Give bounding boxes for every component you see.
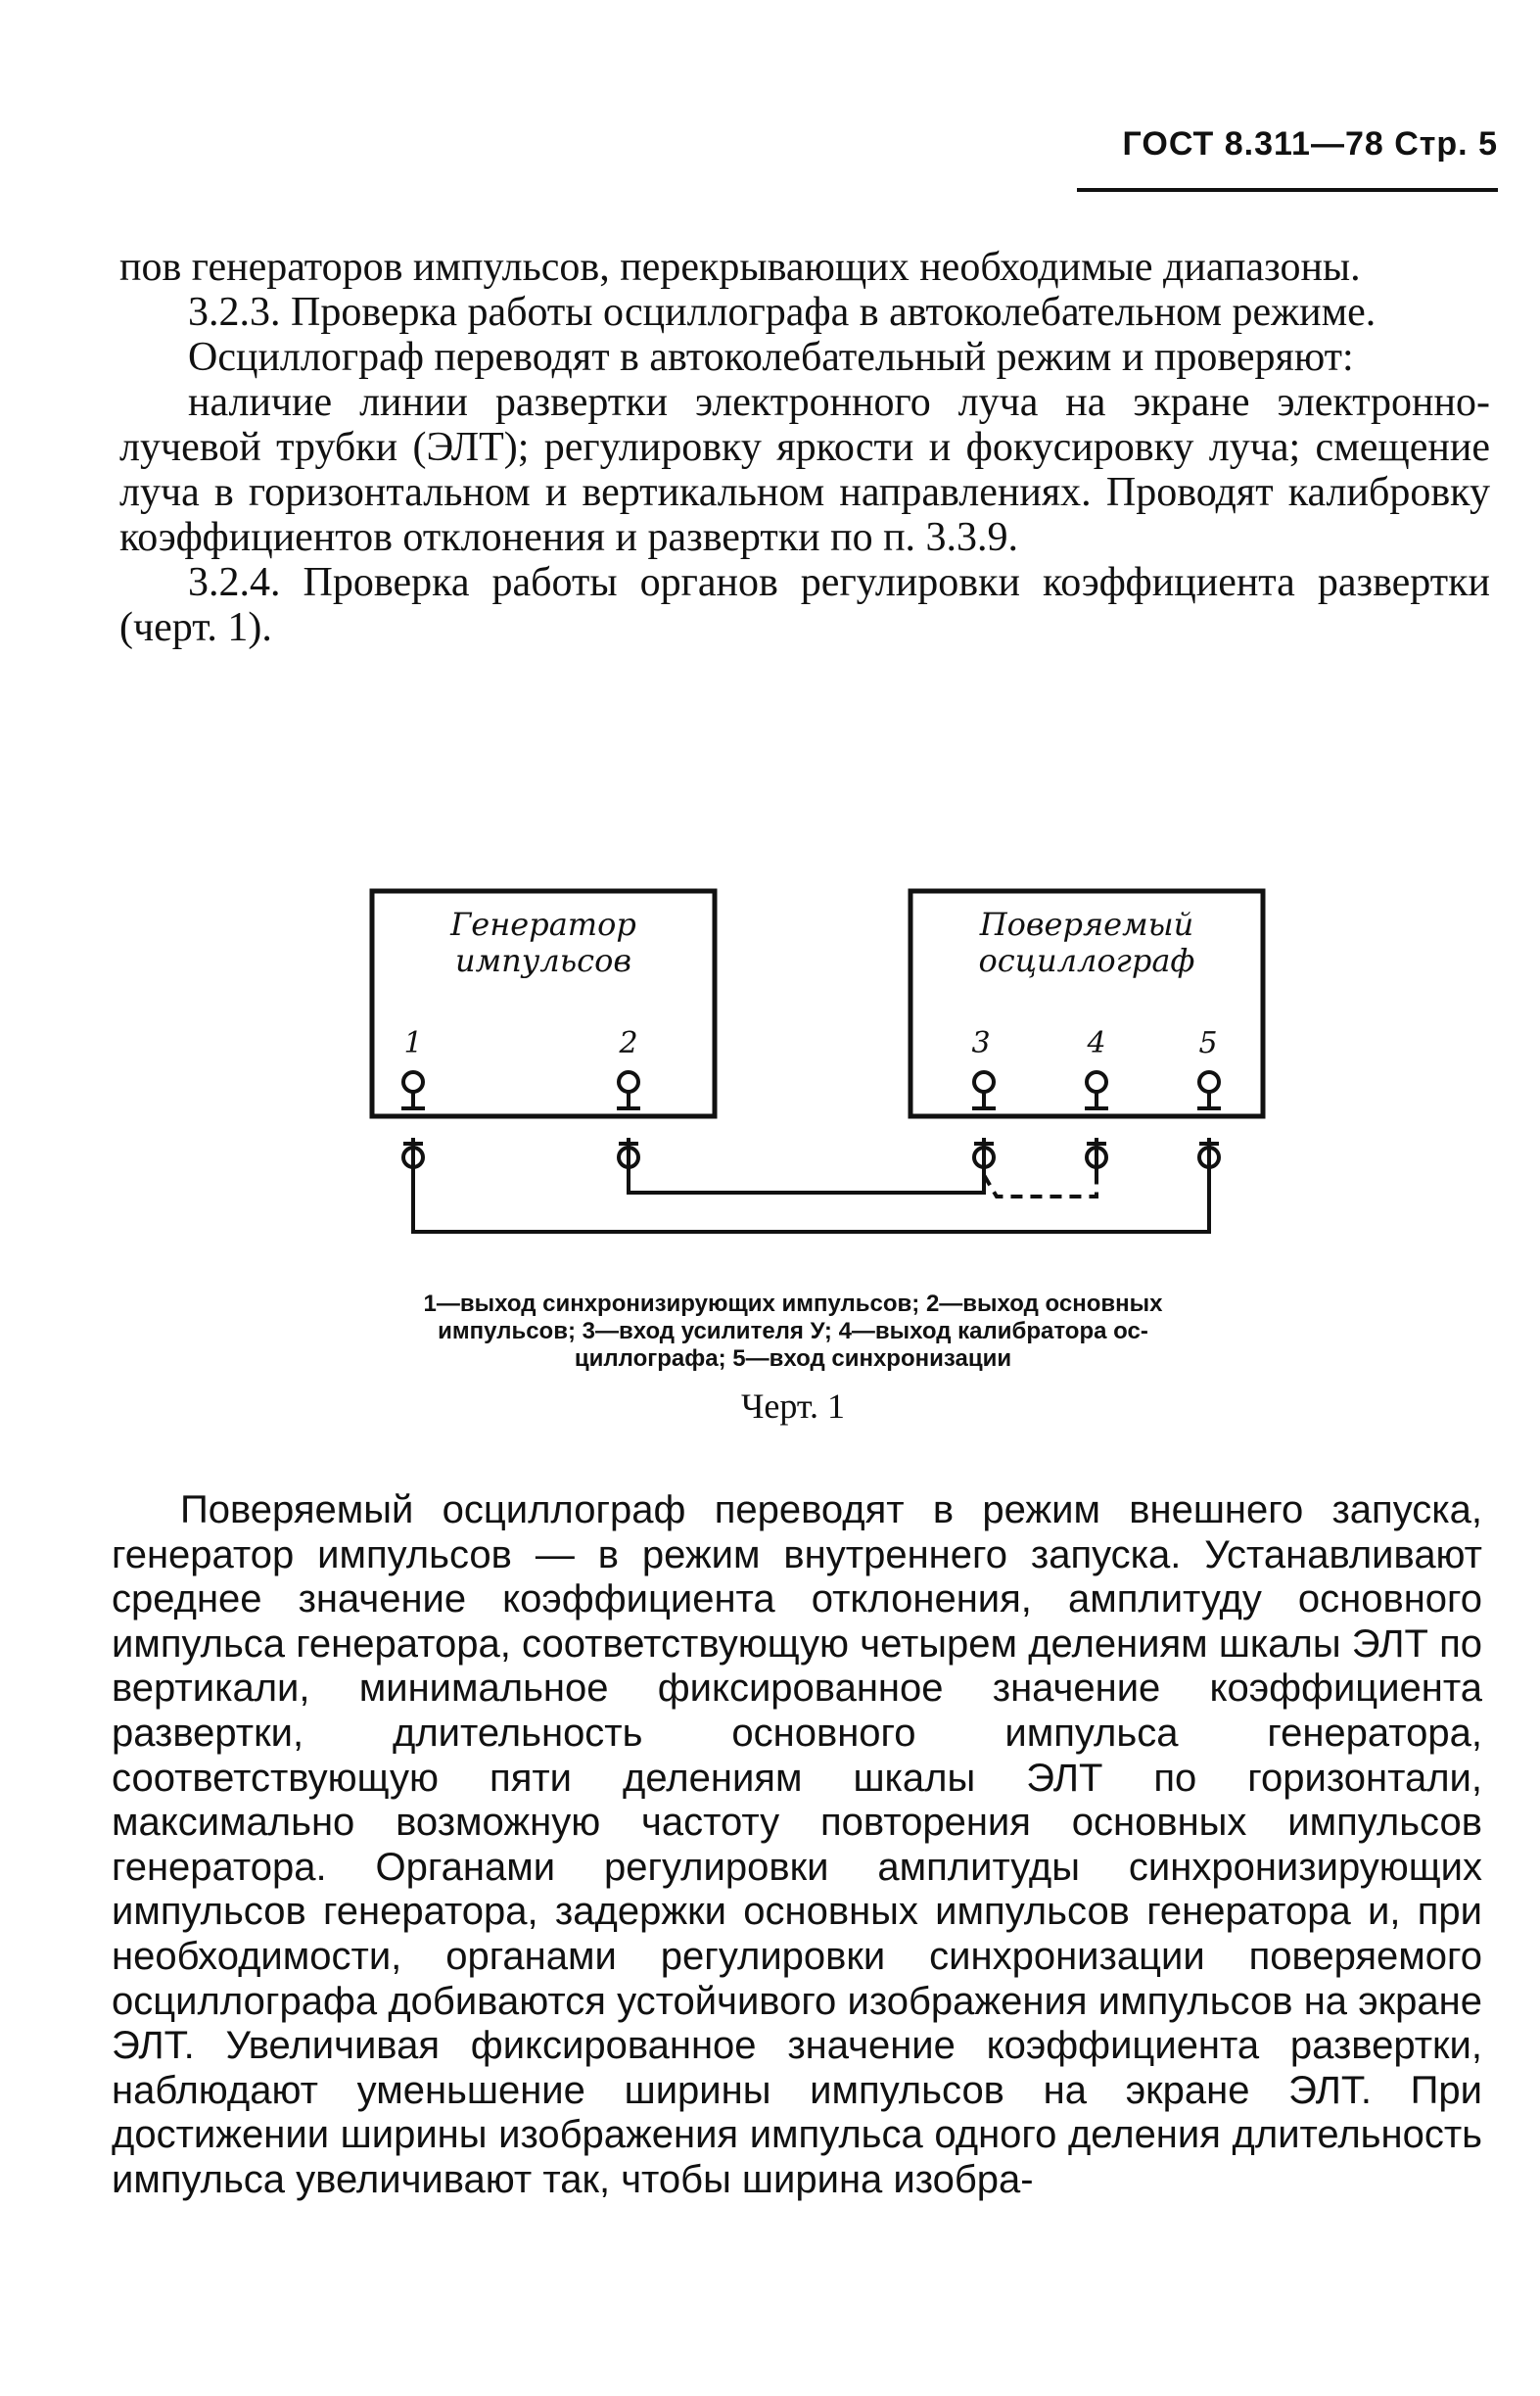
terminal-number-1: 1 xyxy=(403,1026,423,1060)
socket-4 xyxy=(1085,1072,1108,1108)
plug-1 xyxy=(403,1138,423,1175)
bottom-text-section xyxy=(112,1488,1482,2203)
terminal-number-4: 4 xyxy=(1087,1026,1106,1060)
terminal-number-2: 2 xyxy=(619,1026,638,1060)
socket-3 xyxy=(972,1072,996,1108)
plug-3 xyxy=(974,1138,994,1175)
circuit-diagram xyxy=(343,881,1273,1244)
plug-4 xyxy=(1087,1138,1106,1175)
paragraph-procedure: Поверяемый осциллограф переводят в режим внешнего запуска, генератор импульсов — в режим внутреннего запуска. Устанавливают среднее значение коэффициента отклонения, амплитуду основного импульса генератора, соответствующую четырем делениям шкалы ЭЛТ по вертикали, минимальное фиксированное значение коэффициента развертки, длительность основного импульса генератора, соответствующую пяти делениям шкалы ЭЛТ по горизонтали, максимально возможную частоту повторения основных импульсов генератора. Органами регулировки амплитуды синхронизирующих импульсов генератора, задержки основных импульсов генератора и, при необходимости, органами регулировки синхронизации поверяемого осциллографа добиваются устойчивого изображения импульсов на экране ЭЛТ. Увеличивая фиксированное значение коэффициента развертки, наблюдают уменьшение ширины импульсов на экране ЭЛТ. При достижении ширины изображения импульса одного деления длительность импульса увеличивают так, чтобы ширина изобра- xyxy=(112,1488,1482,2201)
oscillograph-label-line2: осциллограф xyxy=(978,942,1195,979)
paragraph-3-2-3: 3.2.3. Проверка работы осциллографа в автоколебательном режиме. xyxy=(188,290,1377,335)
page-header: ГОСТ 8.311—78 Стр. 5 xyxy=(1122,125,1498,163)
top-text-section xyxy=(119,245,1490,650)
caption-line-3: циллографа; 5—вход синхронизации xyxy=(574,1345,1012,1372)
wire-1-to-5 xyxy=(413,1175,1209,1232)
figure-caption xyxy=(333,1291,1253,1373)
wire-2-to-3 xyxy=(629,1175,984,1193)
generator-label-line1: Генератор xyxy=(450,906,636,943)
paragraph-checks: наличие линии развертки электронного луча на экране электронно-лучевой трубки (ЭЛТ); регулировку яркости и фокусировку луча; смещение луча в горизонтальном и вертикальном направлениях. Проводят калибровку коэффициентов отклонения и развертки по п. 3.3.9. xyxy=(119,380,1490,560)
paragraph-oscillograph-mode: Осциллограф переводят в автоколебательный режим и проверяют: xyxy=(188,335,1354,380)
socket-5 xyxy=(1197,1072,1221,1108)
generator-label-line2: импульсов xyxy=(455,942,631,979)
terminal-number-3: 3 xyxy=(971,1026,991,1060)
header-rule xyxy=(1077,188,1498,192)
dashed-wire-3-to-4 xyxy=(984,1175,1097,1197)
paragraph-3-2-4: 3.2.4. Проверка работы органов регулировки коэффициента развертки (черт. 1). xyxy=(119,560,1490,650)
socket-2 xyxy=(617,1072,640,1108)
socket-1 xyxy=(401,1072,425,1108)
oscillograph-label-line1: Поверяемый xyxy=(979,906,1194,943)
figure-title: Черт. 1 xyxy=(741,1386,845,1426)
caption-line-1: 1—выход синхронизирующих импульсов; 2—выход основных xyxy=(423,1291,1163,1317)
plug-2 xyxy=(619,1138,638,1175)
caption-line-2: импульсов; 3—вход усилителя У; 4—выход калибратора ос- xyxy=(438,1318,1148,1344)
terminal-number-5: 5 xyxy=(1198,1026,1218,1060)
plug-5 xyxy=(1199,1138,1219,1175)
paragraph-continuation: пов генераторов импульсов, перекрывающих необходимые диапазоны. xyxy=(119,245,1361,290)
